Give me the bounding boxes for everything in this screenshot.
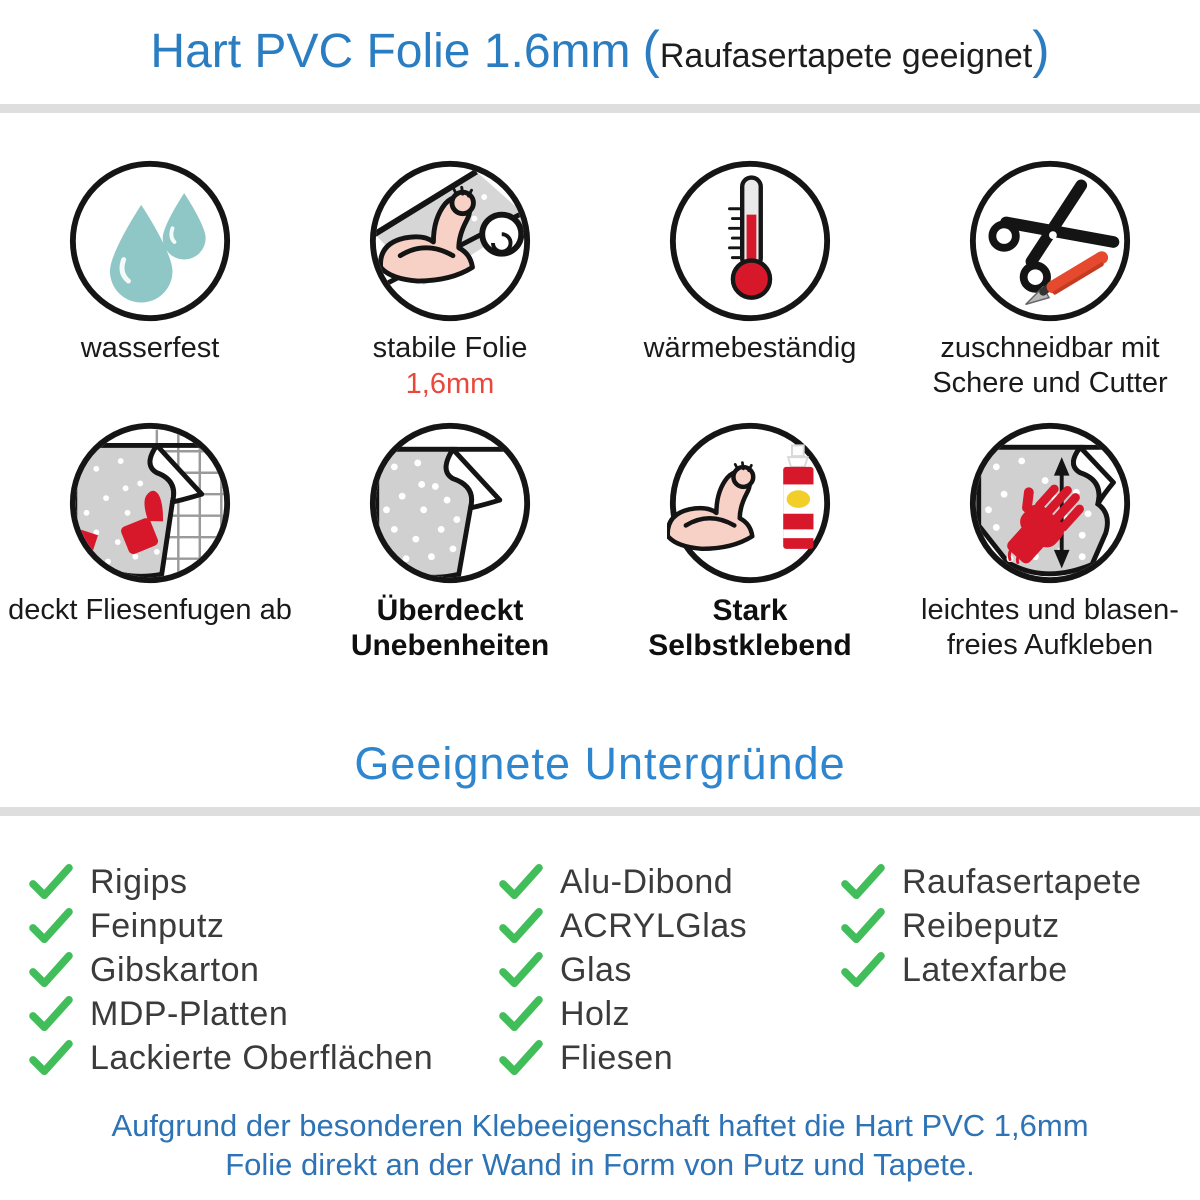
checkmark-icon: [498, 864, 544, 900]
thermometer-icon: [667, 158, 833, 324]
checklist-item: [498, 948, 747, 992]
checklist-item-label: Gibskarton: [90, 950, 260, 989]
checklist-item: [28, 992, 433, 1036]
checklist-item-label: Fliesen: [560, 1038, 674, 1077]
feature-zuschneidbar: [900, 158, 1200, 401]
checkmark-icon: [498, 996, 544, 1032]
feature-waermebestaendig: [600, 158, 900, 401]
checklist-item-label: Rigips: [90, 862, 188, 901]
title-paren-close: ): [1032, 21, 1050, 79]
page-title: [0, 20, 1200, 80]
checklist-item: [840, 948, 1142, 992]
checklist-item: [28, 904, 433, 948]
feature-row-1: [0, 158, 1200, 401]
checkmark-icon: [840, 952, 886, 988]
checkmark-icon: [498, 908, 544, 944]
feature-label: [81, 331, 220, 366]
checklist-item: [840, 860, 1142, 904]
flexed-arm-glue-icon: [667, 420, 833, 586]
feature-label-line: Schere und Cutter: [932, 367, 1168, 399]
hand-smoothing-foil-icon: [967, 420, 1133, 586]
footer-note: [0, 1106, 1200, 1184]
checklist-item: [28, 948, 433, 992]
feature-label: [648, 593, 851, 663]
feature-label: [644, 331, 857, 366]
feature-unebenheiten: [300, 420, 600, 663]
feature-label-line: wärmebeständig: [643, 332, 857, 364]
title-main: Hart PVC Folie 1.6mm: [150, 25, 631, 78]
checklist-item: [28, 1036, 433, 1080]
checkmark-icon: [28, 908, 74, 944]
title-paren-open: (: [642, 21, 660, 79]
feature-label-line: leichtes und blasen-: [921, 594, 1179, 626]
divider-middle: [0, 807, 1200, 816]
feature-row-2: [0, 420, 1200, 663]
checklist-column-1: [28, 860, 433, 1080]
checkmark-icon: [498, 1040, 544, 1076]
checklist-item-label: Holz: [560, 994, 631, 1033]
checkmark-icon: [28, 864, 74, 900]
checklist-column-2: [498, 860, 747, 1080]
feature-label-line: freies Aufkleben: [946, 629, 1154, 661]
feature-label-line: Unebenheiten: [350, 629, 550, 662]
checklist-item-label: Feinputz: [90, 906, 225, 945]
checklist-item: [498, 860, 747, 904]
checkmark-icon: [28, 1040, 74, 1076]
flexed-arm-foil-roll-icon: [367, 158, 533, 324]
checkmark-icon: [498, 952, 544, 988]
tile-grout-thumb-icon: [67, 420, 233, 586]
checklist-item: [28, 860, 433, 904]
feature-stabile-folie: [300, 158, 600, 401]
feature-label-line: stabile Folie: [372, 332, 528, 364]
feature-label-line: wasserfest: [80, 332, 220, 364]
feature-label: [8, 593, 292, 628]
scissors-cutter-icon: [967, 158, 1133, 324]
checklist-item: [498, 904, 747, 948]
checklist-item: [840, 904, 1142, 948]
checklist-column-3: [840, 860, 1142, 992]
divider-top: [0, 104, 1200, 113]
checklist-item-label: Alu-Dibond: [560, 862, 734, 901]
feature-label-line: zuschneidbar mit: [940, 332, 1160, 364]
checkmark-icon: [840, 864, 886, 900]
water-drops-icon: [67, 158, 233, 324]
footer-line: Folie direkt an der Wand in Form von Putz und Tapete.: [225, 1147, 975, 1182]
title-paren-text: Raufasertapete geeignet: [659, 37, 1033, 75]
section-heading: Geeignete Untergründe: [354, 738, 846, 789]
checklist-item-label: Reibeputz: [902, 906, 1060, 945]
feature-label-line: Selbstklebend: [648, 629, 852, 662]
feature-label: [932, 331, 1167, 401]
feature-label: [373, 331, 528, 366]
feature-label: [351, 593, 549, 663]
feature-label-line: Überdeckt: [376, 594, 524, 627]
checkmark-icon: [28, 952, 74, 988]
checklist-item-label: ACRYLGlas: [560, 906, 748, 945]
dotted-foil-fold-icon: [367, 420, 533, 586]
checklist-item: [498, 1036, 747, 1080]
checklist-item: [498, 992, 747, 1036]
checklist-item-label: Raufasertapete: [902, 862, 1142, 901]
feature-fliesenfugen: [0, 420, 300, 663]
checkmark-icon: [28, 996, 74, 1032]
checklist-item-label: Lackierte Oberflächen: [90, 1038, 434, 1077]
checklist-item-label: Glas: [560, 950, 632, 989]
feature-blasenfrei: [900, 420, 1200, 663]
footer-line: Aufgrund der besonderen Klebeeigenschaft haftet die Hart PVC 1,6mm: [111, 1108, 1089, 1143]
feature-thickness-value: 1,6mm: [405, 368, 495, 400]
checklist-item-label: MDP-Platten: [90, 994, 289, 1033]
feature-label-line: Stark: [712, 594, 788, 627]
checklist-item-label: Latexfarbe: [902, 950, 1068, 989]
checkmark-icon: [840, 908, 886, 944]
feature-selbstklebend: [600, 420, 900, 663]
feature-wasserfest: [0, 158, 300, 401]
feature-label: [921, 593, 1179, 663]
feature-label-line: deckt Fliesenfugen ab: [8, 594, 292, 626]
